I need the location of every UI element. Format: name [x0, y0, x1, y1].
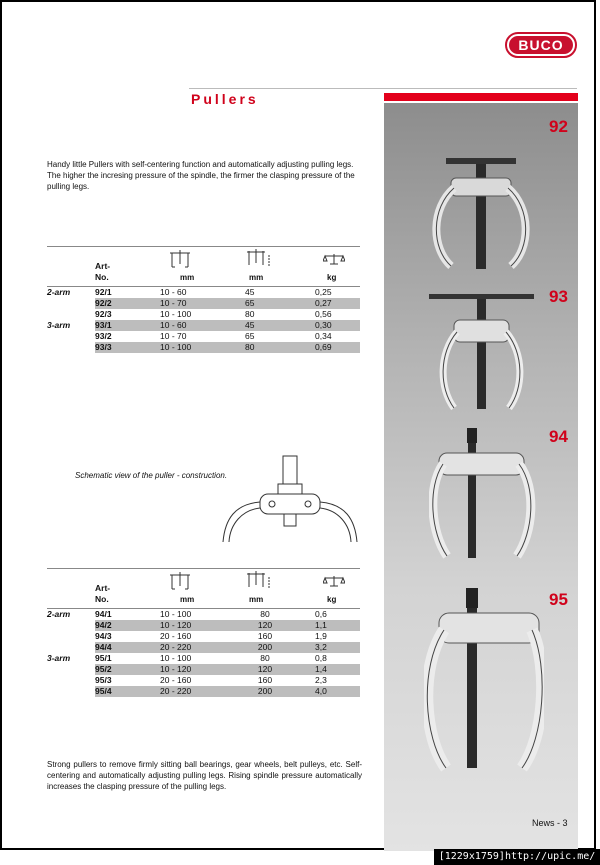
model-number-94: 94	[549, 427, 568, 446]
range-cell: 20 - 220	[160, 642, 245, 653]
group-label: 2-arm	[47, 609, 71, 619]
table1-art-label: Art-	[95, 261, 111, 271]
group-label: 3-arm	[47, 320, 71, 330]
art-no: 92/1	[95, 287, 112, 297]
table2-no-label: No.	[95, 594, 109, 604]
art-no: 94/3	[95, 631, 112, 641]
range-cell: 10 - 100	[160, 342, 245, 353]
table-row	[47, 298, 360, 309]
depth-cell: 120	[245, 620, 315, 631]
weight-scale-icon	[323, 252, 345, 266]
range-cell: 20 - 220	[160, 686, 245, 697]
table1-top-rule	[47, 246, 360, 247]
group-label	[47, 631, 95, 642]
buco-logo	[505, 32, 577, 58]
title-rule	[189, 88, 577, 89]
range-cell: 20 - 160	[160, 675, 192, 685]
table-row	[47, 320, 360, 331]
product-photo-panel	[384, 103, 578, 851]
table1-no-label: No.	[95, 272, 109, 282]
depth-cell: 160	[257, 631, 273, 641]
model-number-92: 92	[549, 117, 568, 136]
depth-cell: 120	[245, 664, 315, 675]
art-no: 95/2	[95, 664, 160, 675]
group-label	[47, 342, 95, 353]
schematic-drawing	[220, 454, 360, 546]
table2-art-label: Art-	[95, 583, 111, 593]
table-row	[47, 609, 360, 621]
table1-unit-depth: mm	[249, 273, 264, 282]
weight-scale-icon	[323, 574, 345, 588]
art-no: 94/2	[95, 620, 160, 631]
spec-table-2	[47, 571, 360, 697]
weight-cell: 1,4	[315, 664, 360, 675]
table2-header-row	[47, 594, 360, 605]
weight-cell: 4,0	[315, 686, 360, 697]
page-footer: News - 3	[532, 818, 568, 828]
range-cell: 10 - 60	[160, 320, 245, 331]
weight-cell: 1,9	[315, 631, 327, 641]
art-no: 94/1	[95, 609, 112, 619]
table-row	[47, 664, 360, 675]
depth-cell: 80	[245, 342, 315, 353]
table-row	[47, 675, 360, 686]
depth-cell: 65	[245, 298, 315, 309]
puller-94-image	[429, 428, 539, 568]
art-no: 92/3	[95, 309, 112, 319]
range-cell: 10 - 70	[160, 331, 187, 341]
table2-top-rule	[47, 568, 360, 569]
watermark: [1229x1759]http://upic.me/	[434, 849, 600, 865]
art-no: 95/1	[95, 653, 112, 663]
group-label	[47, 309, 95, 320]
weight-cell: 0,30	[315, 320, 360, 331]
range-cell: 10 - 100	[160, 309, 192, 319]
table-row	[47, 309, 360, 320]
spec-table-1	[47, 249, 360, 353]
table2-icon-row	[47, 571, 360, 594]
table-row	[47, 287, 360, 299]
weight-cell: 3,2	[315, 642, 360, 653]
weight-cell: 0,56	[315, 309, 332, 319]
table1-unit-weight: kg	[327, 273, 337, 282]
table-row	[47, 342, 360, 353]
group-label: 2-arm	[47, 287, 71, 297]
art-no: 95/3	[95, 675, 112, 685]
depth-cell: 45	[245, 287, 255, 297]
span-icon	[168, 571, 192, 591]
depth-cell: 200	[245, 642, 315, 653]
depth-icon	[245, 571, 271, 591]
table-row	[47, 653, 360, 664]
weight-cell: 0,27	[315, 298, 360, 309]
weight-cell: 2,3	[315, 675, 327, 685]
weight-cell: 0,8	[315, 653, 327, 663]
model-number-95: 95	[549, 590, 568, 609]
table2-unit-range: mm	[180, 595, 195, 604]
puller-92-image	[426, 148, 536, 278]
group-label	[47, 298, 95, 309]
red-accent-bar	[384, 93, 578, 101]
weight-cell: 1,1	[315, 620, 360, 631]
intro-paragraph: Handy little Pullers with self-centering function and automatically adjusting pulling legs. The higher the incresing pressure of the spindle, the firmer the clasping pressure of the pulling legs.	[47, 160, 355, 191]
group-label	[47, 675, 95, 686]
puller-95-image	[424, 588, 544, 778]
depth-cell: 80	[245, 309, 255, 319]
range-cell: 20 - 160	[160, 631, 192, 641]
weight-cell: 0,34	[315, 331, 332, 341]
weight-cell: 0,25	[315, 287, 332, 297]
range-cell: 10 - 70	[160, 298, 245, 309]
art-no: 93/2	[95, 331, 112, 341]
art-no: 92/2	[95, 298, 160, 309]
table2-unit-depth: mm	[249, 595, 264, 604]
group-label	[47, 642, 95, 653]
puller-93-image	[424, 288, 539, 418]
weight-cell: 0,6	[315, 609, 327, 619]
depth-cell: 80	[260, 609, 270, 619]
depth-cell: 65	[245, 331, 255, 341]
page-title: Pullers	[191, 91, 259, 107]
range-cell: 10 - 100	[160, 653, 192, 663]
table1-unit-range: mm	[180, 273, 195, 282]
table-row	[47, 642, 360, 653]
group-label	[47, 686, 95, 697]
depth-cell: 45	[245, 320, 315, 331]
depth-cell: 80	[260, 653, 270, 663]
model-number-93: 93	[549, 287, 568, 306]
table2-unit-weight: kg	[327, 595, 337, 604]
art-no: 95/4	[95, 686, 160, 697]
depth-cell: 160	[257, 675, 273, 685]
logo-text: BUCO	[509, 36, 573, 54]
outro-paragraph: Strong pullers to remove firmly sitting ball bearings, gear wheels, belt pulleys, etc. Self-centering and automatically adjusting pulling legs. Rising spindle pressure automatically increases the clasping pressure of the pulling legs.	[47, 760, 362, 791]
span-icon	[168, 249, 192, 269]
group-label: 3-arm	[47, 653, 71, 663]
table-row	[47, 331, 360, 342]
table1-header-row	[47, 272, 360, 283]
group-label	[47, 664, 95, 675]
table-row	[47, 620, 360, 631]
art-no: 93/1	[95, 320, 160, 331]
group-label	[47, 331, 95, 342]
table-row	[47, 631, 360, 642]
depth-cell: 200	[245, 686, 315, 697]
art-no: 94/4	[95, 642, 160, 653]
group-label	[47, 620, 95, 631]
table1-icon-row	[47, 249, 360, 272]
depth-icon	[245, 249, 271, 269]
range-cell: 10 - 60	[160, 287, 187, 297]
range-cell: 10 - 120	[160, 620, 245, 631]
schematic-caption: Schematic view of the puller - construction.	[75, 471, 228, 480]
table-row	[47, 686, 360, 697]
art-no: 93/3	[95, 342, 160, 353]
weight-cell: 0,69	[315, 342, 360, 353]
range-cell: 10 - 120	[160, 664, 245, 675]
range-cell: 10 - 100	[160, 609, 192, 619]
